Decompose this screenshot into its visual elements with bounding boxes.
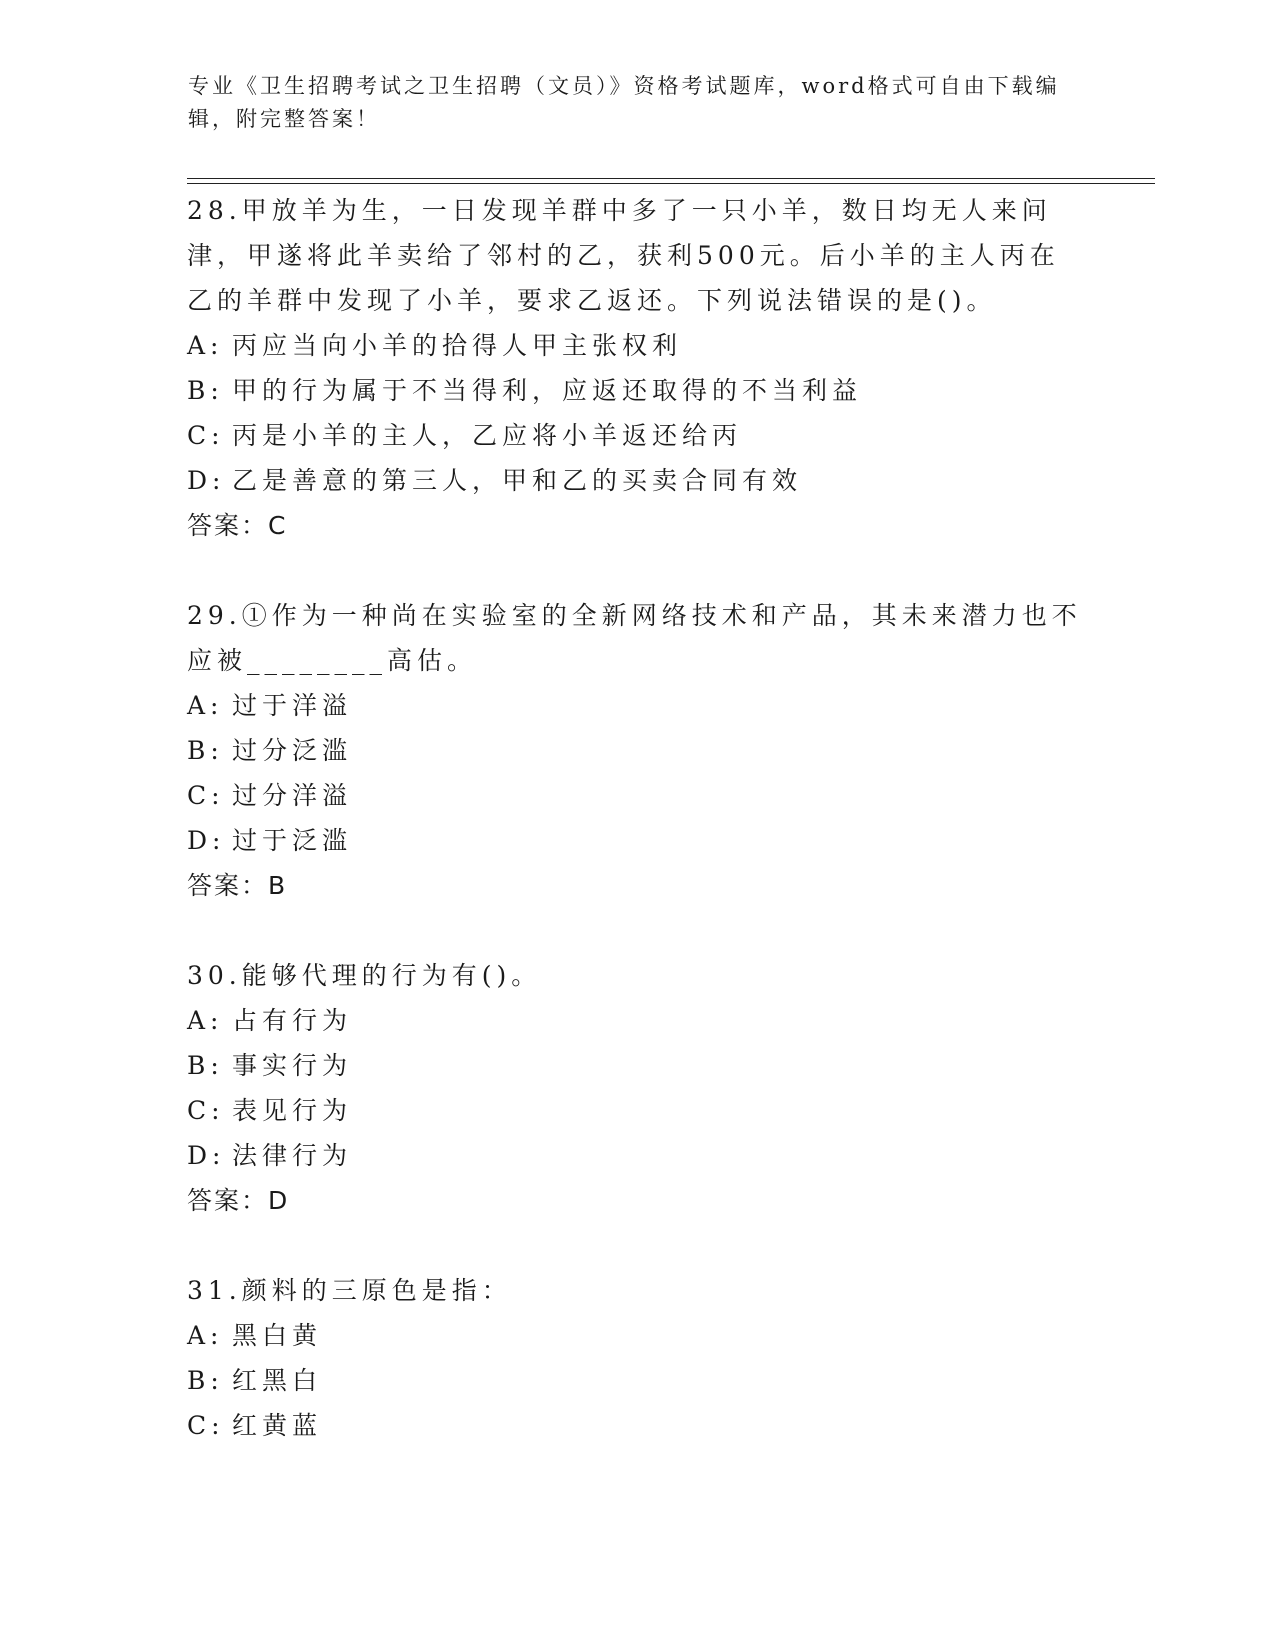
- answer-label: 答案：B: [187, 871, 288, 900]
- question-29: [187, 593, 1087, 909]
- option-key: D:: [187, 466, 226, 495]
- option-d: [187, 1133, 1087, 1178]
- header-divider-top: [187, 178, 1155, 179]
- option-text: 红黑白: [232, 1366, 323, 1395]
- option-c: [187, 1088, 1087, 1133]
- option-a: [187, 683, 1087, 728]
- option-text: 占有行为: [232, 1006, 353, 1035]
- option-key: A:: [187, 691, 224, 720]
- answer-label: 答案：D: [187, 1186, 290, 1215]
- header-divider-bottom: [187, 183, 1155, 184]
- option-text: 红黄蓝: [232, 1411, 323, 1440]
- option-text: 甲的行为属于不当得利，应返还取得的不当利益: [232, 376, 863, 405]
- option-b: [187, 728, 1087, 773]
- option-text: 黑白黄: [232, 1321, 323, 1350]
- option-text: 过于泛滥: [232, 826, 353, 855]
- option-key: D:: [187, 826, 226, 855]
- option-key: C:: [187, 421, 225, 450]
- option-a: [187, 323, 1087, 368]
- option-b: [187, 368, 1087, 413]
- question-text: 31.颜料的三原色是指：: [187, 1276, 512, 1305]
- question-list: [187, 188, 1087, 1448]
- option-text: 丙是小羊的主人，乙应将小羊返还给丙: [232, 421, 743, 450]
- option-text: 法律行为: [232, 1141, 353, 1170]
- option-text: 过分洋溢: [232, 781, 353, 810]
- document-header: 专业《卫生招聘考试之卫生招聘（文员）》资格考试题库，word格式可自由下载编辑，附完整答案！: [188, 74, 1060, 131]
- question-28: [187, 188, 1087, 549]
- question-text: 30.能够代理的行为有()。: [187, 961, 542, 990]
- option-b: [187, 1043, 1087, 1088]
- option-key: D:: [187, 1141, 226, 1170]
- option-text: 乙是善意的第三人，甲和乙的买卖合同有效: [232, 466, 803, 495]
- option-text: 表见行为: [232, 1096, 353, 1125]
- answer-label: 答案：C: [187, 511, 288, 540]
- question-text: 29.①作为一种尚在实验室的全新网络技术和产品，其未来潜力也不应被________高估。: [187, 601, 1082, 675]
- option-key: A:: [187, 1006, 224, 1035]
- option-key: B:: [187, 1051, 224, 1080]
- option-key: A:: [187, 1321, 224, 1350]
- option-c: [187, 773, 1087, 818]
- option-b: [187, 1358, 1087, 1403]
- option-d: [187, 818, 1087, 863]
- option-text: 事实行为: [232, 1051, 353, 1080]
- option-key: B:: [187, 736, 224, 765]
- option-key: C:: [187, 1411, 225, 1440]
- option-key: C:: [187, 1096, 225, 1125]
- option-c: [187, 413, 1087, 458]
- option-c: [187, 1403, 1087, 1448]
- option-text: 过于洋溢: [232, 691, 353, 720]
- option-key: A:: [187, 331, 224, 360]
- option-text: 过分泛滥: [232, 736, 353, 765]
- question-text: 28.甲放羊为生，一日发现羊群中多了一只小羊，数日均无人来问津，甲遂将此羊卖给了邻村的乙，获利500元。后小羊的主人丙在乙的羊群中发现了小羊，要求乙返还。下列说法错误的是()。: [187, 196, 1060, 315]
- option-key: C:: [187, 781, 225, 810]
- question-31: [187, 1268, 1087, 1448]
- option-text: 丙应当向小羊的拾得人甲主张权利: [232, 331, 683, 360]
- option-d: [187, 458, 1087, 503]
- option-a: [187, 998, 1087, 1043]
- question-30: [187, 953, 1087, 1224]
- option-key: B:: [187, 376, 224, 405]
- option-a: [187, 1313, 1087, 1358]
- option-key: B:: [187, 1366, 224, 1395]
